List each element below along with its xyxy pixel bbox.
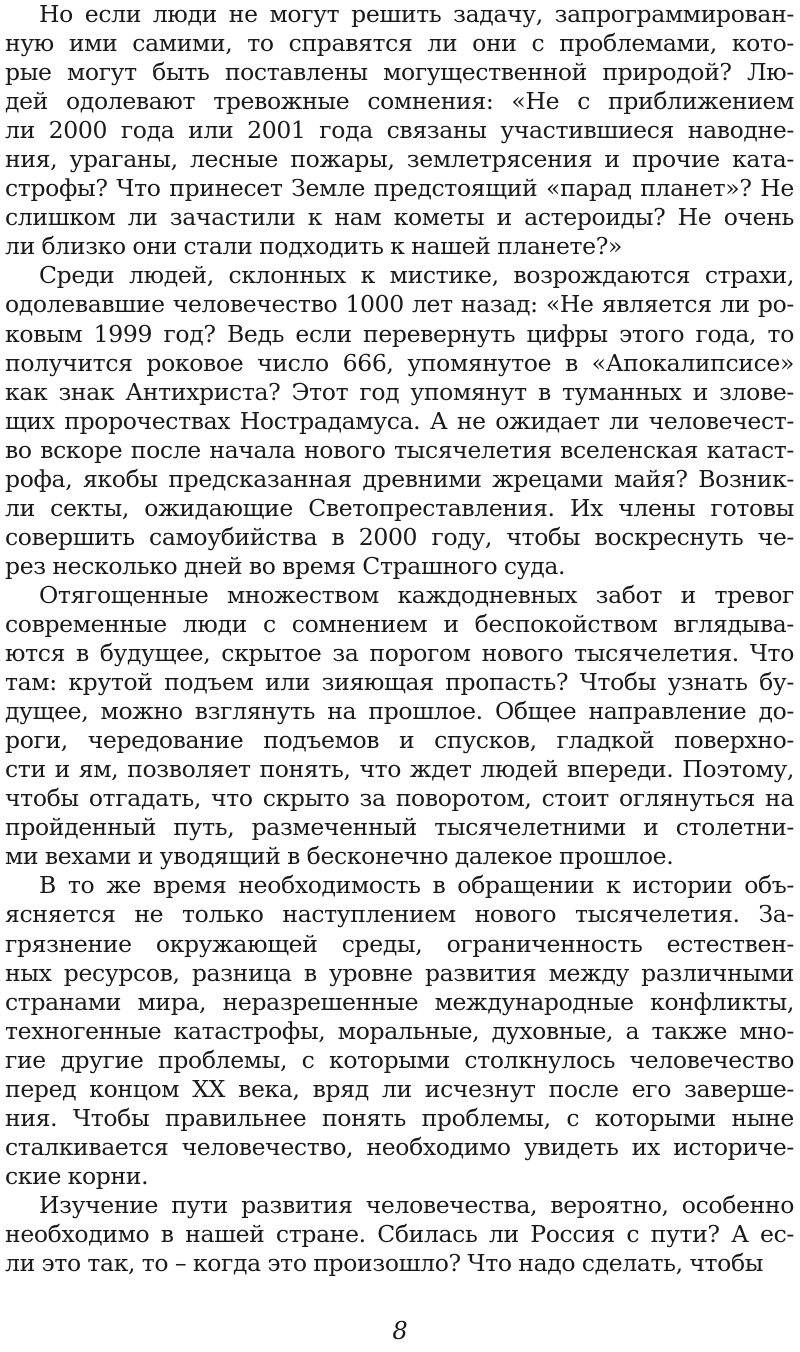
text-line: получится роковое число 666, упомянутое в «Апокалипсисе» <box>5 348 794 377</box>
paragraph <box>5 581 794 871</box>
text-line: сталкивается человечество, необходимо увидеть их историче- <box>5 1132 794 1161</box>
text-line: чтобы отгадать, что скрыто за поворотом, стоит оглянуться на <box>5 784 794 813</box>
text-line: ную ими самими, то справятся ли они с проблемами, кото- <box>5 29 794 58</box>
text-line: ли 2000 года или 2001 года связаны участившиеся наводне- <box>5 116 794 145</box>
text-line: ли это так, то – когда это произошло? Что надо сделать, чтобы <box>5 1249 764 1278</box>
text-line: дей одолевают тревожные сомнения: «Не с приближением <box>5 87 794 116</box>
text-line: гие другие проблемы, с которыми столкнулось человечество <box>5 1045 794 1074</box>
text-line: ются в будущее, скрытое за порогом нового тысячелетия. Что <box>5 639 794 668</box>
text-line: техногенные катастрофы, моральные, духовные, а также мно- <box>5 1016 794 1045</box>
text-line: ния. Чтобы правильнее понять проблемы, с которыми ныне <box>5 1103 794 1132</box>
text-line: слишком ли зачастили к нам кометы и астероиды? Не очень <box>5 203 794 232</box>
text-line: странами мира, неразрешенные международные конфликты, <box>5 987 794 1016</box>
text-line: одолевавшие человечество 1000 лет назад: «Не является ли ро- <box>5 290 794 319</box>
text-line: перед концом XX века, вряд ли исчезнут после его заверше- <box>5 1074 794 1103</box>
text-line: рез несколько дней во время Страшного суда. <box>5 551 566 580</box>
text-line: Но если люди не могут решить задачу, запрограммирован- <box>39 0 794 28</box>
text-line: как знак Антихриста? Этот год упомянут в туманных и злове- <box>5 377 794 406</box>
text-line: ли секты, ожидающие Светопреставления. Их члены готовы <box>5 493 794 522</box>
text-line: там: крутой подъем или зияющая пропасть? Чтобы узнать бу- <box>5 668 794 697</box>
page-number: 8 <box>392 1317 408 1345</box>
text-line: грязнение окружающей среды, ограниченность естествен- <box>5 929 794 958</box>
text-line: рофа, якобы предсказанная древними жрецами майя? Возник- <box>5 464 794 493</box>
text-line: пройденный путь, размеченный тысячелетними и столетни- <box>5 813 794 842</box>
text-line: ми вехами и уводящий в бесконечно далекое прошлое. <box>5 842 674 871</box>
text-line: необходимо в нашей стране. Сбилась ли Россия с пути? А ес- <box>5 1219 794 1248</box>
text-line: ясняется не только наступлением нового тысячелетия. За- <box>5 900 794 929</box>
text-line: Изучение пути развития человечества, вероятно, особенно <box>39 1190 794 1219</box>
text-line: ские корни. <box>5 1161 149 1190</box>
text-line: во вскоре после начала нового тысячелетия вселенская катаст- <box>5 435 794 464</box>
body-text <box>5 0 794 1278</box>
text-line: ния, ураганы, лесные пожары, землетрясения и прочие ката- <box>5 145 794 174</box>
paragraph <box>5 1191 794 1278</box>
text-line: щих пророчествах Нострадамуса. А не ожидает ли человечест- <box>5 406 794 435</box>
text-line: совершить самоубийства в 2000 году, чтобы воскреснуть че- <box>5 522 794 551</box>
text-line: современные люди с сомнением и беспокойством вглядыва- <box>5 609 794 638</box>
text-line: ли близко они стали подходить к нашей планете?» <box>5 232 623 261</box>
book-page <box>5 0 794 1352</box>
text-line: роги, чередование подъемов и спусков, гладкой поверхно- <box>5 726 794 755</box>
paragraph <box>5 0 794 261</box>
paragraph <box>5 871 794 1191</box>
text-line: В то же время необходимость в обращении к истории объ- <box>39 871 794 900</box>
text-line: Среди людей, склонных к мистике, возрождаются страхи, <box>39 261 794 290</box>
text-line: дущее, можно взглянуть на прошлое. Общее направление до- <box>5 697 794 726</box>
text-line: ных ресурсов, разница в уровне развития между различными <box>5 958 794 987</box>
text-line: сти и ям, позволяет понять, что ждет людей впереди. Поэтому, <box>5 755 794 784</box>
text-line: Отягощенные множеством каждодневных забот и тревог <box>39 580 794 609</box>
paragraph <box>5 261 794 581</box>
text-line: строфы? Что принесет Земле предстоящий «парад планет»? Не <box>5 174 794 203</box>
text-line: ковым 1999 год? Ведь если перевернуть цифры этого года, то <box>5 319 794 348</box>
text-line: рые могут быть поставлены могущественной природой? Лю- <box>5 58 794 87</box>
